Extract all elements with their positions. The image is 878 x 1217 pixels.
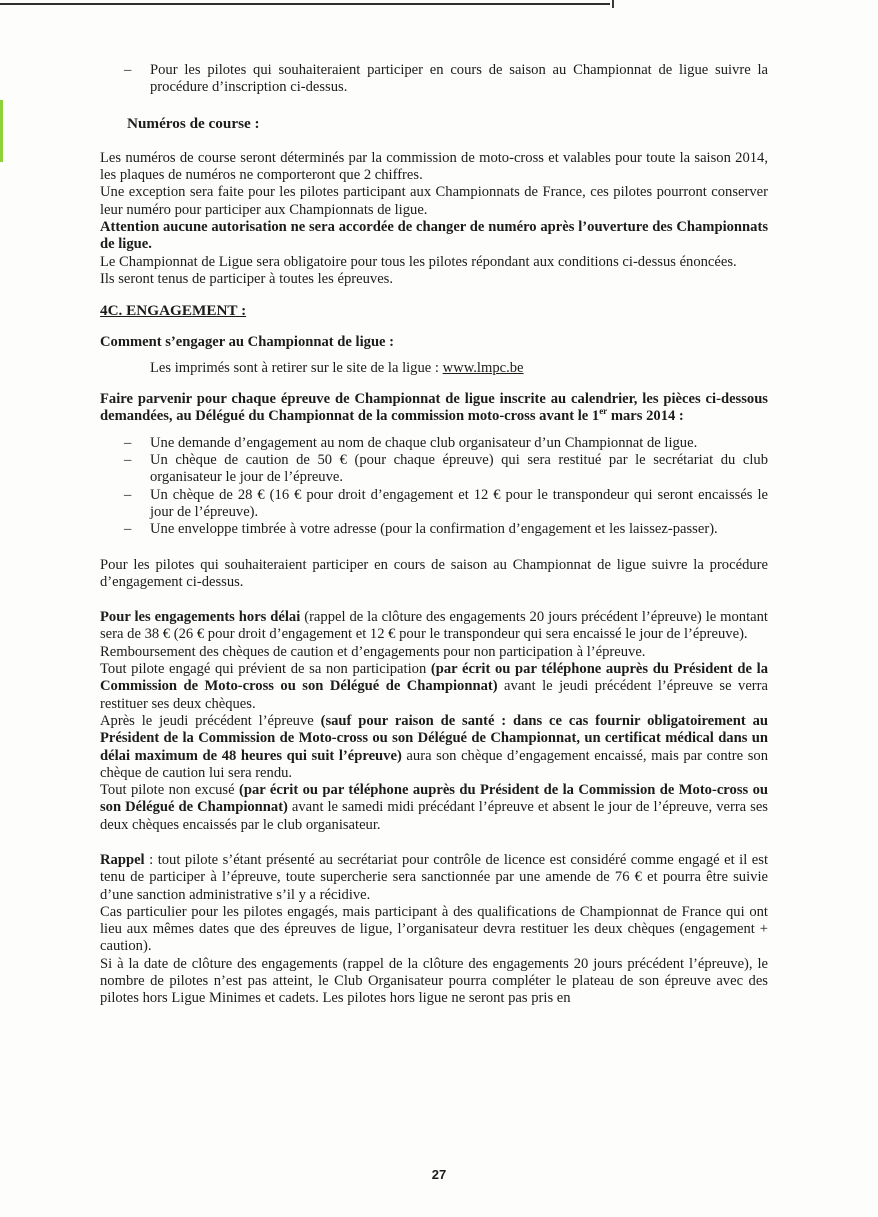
tout-pilote-text-c: avant le jeudi précédent l’épreuve se verra restituer ses deux chèques. [100,678,769,712]
hors-delai-text: (rappel de la clôture des engagements 20 jours précédent l’épreuve) le montant sera de 38 € (26 € pour droit d’engagement et 12 € pour le transpondeur qui sera encaissé le jour de l’épreuve). [100,609,768,643]
list-item: – Une enveloppe timbrée à votre adresse (pour la confirmation d’engagement et les laissez-passer). [100,521,768,538]
list-item: – Un chèque de 28 € (16 € pour droit d’engagement et 12 € pour le transpondeur qui seront encaissés le jour de l’épreuve). [100,487,768,522]
remboursement-paragraph: Remboursement des chèques de caution et d’engagements pour non participation à l’épreuve. [100,643,646,660]
apres-text-a: Après le jeudi précédent l’épreuve [100,712,321,729]
non-excuse-text-c: avant le samedi midi précédant l’épreuve et absent le jour de l’épreuve, verra ses deux chèques encaissés par le club organisateur. [100,799,768,833]
faire-parvenir-paragraph [100,391,768,426]
top-rule [0,3,610,5]
hors-delai-lead: Pour les engagements hors délai [100,609,301,626]
numeros-paragraph-5: Ils seront tenus de participer à toutes les épreuves. [100,270,393,287]
inscription-note-list [100,62,768,97]
list-item: – Un chèque de caution de 50 € (pour chaque épreuve) qui sera restitué par le secrétariat du club organisateur le jour de l’épreuve. [100,452,768,487]
non-excuse-text-a: Tout pilote non excusé [100,782,239,799]
numeros-warning: Attention aucune autorisation ne sera accordée de changer de numéro après l’ouverture des Championnats de ligue. [100,219,768,253]
numeros-paragraph-1: Les numéros de course seront déterminés par la commission de moto-cross et valables pour toute la saison 2014, les plaques de numéros ne comporteront que 2 chiffres. [100,149,768,184]
lmpc-link[interactable]: www.lmpc.be [442,359,524,376]
imprimes-text: Les imprimés sont à retirer sur le site de la ligue : [150,359,443,376]
list-item: – Une demande d’engagement au nom de chaque club organisateur d’un Championnat de ligue. [100,435,768,452]
hors-delai-paragraph [100,609,768,644]
tout-pilote-text-b: (par écrit ou par téléphone auprès du Président de la Commission de Moto-cross ou son Délégué de Championnat) [100,661,768,695]
tout-pilote-paragraph [100,661,768,713]
scan-margin-mark [0,100,3,162]
section-title-engagement: 4C. ENGAGEMENT : [100,302,247,320]
numeros-paragraph-2: Une exception sera faite pour les pilotes participant aux Championnats de France, ces pilotes pourront conserver leur numéro pour participer aux Championnats de ligue. [100,184,768,218]
ordinal-superscript: er [599,406,608,417]
top-rule-tick [612,0,614,8]
numeros-paragraph-4: Le Championnat de Ligue sera obligatoire pour tous les pilotes répondant aux conditions ci-dessus énoncées. [100,253,737,270]
apres-text-b: (sauf pour raison de santé : dans ce cas fournir obligatoirement au Président de la Commission de Moto-cross ou son Délégué de Championnat, un certificat médical dans un délai maximum de 48 heures qui suit l’épreuve) [100,712,768,764]
apres-text-c: aura son chèque d’engagement encaissé, mais par contre son chèque de caution lui sera rendu. [100,747,768,781]
rappel-paragraph [100,852,768,904]
non-excuse-paragraph [100,782,768,834]
rappel-text: : tout pilote s’étant présenté au secrétariat pour contrôle de licence est considéré comme engagé et il est tenu de participer à l’épreuve, toute supercherie sera sanctionnée par une amende de 76 € et pourra être suivie d’une sanction administrative s’il y a récidive. [100,851,768,903]
engagement-question: Comment s’engager au Championnat de ligue : [100,333,395,350]
non-excuse-text-b: (par écrit ou par téléphone auprès du Président de la Commission de Moto-cross ou son Délégué de Championnat) [100,782,768,816]
faire-parvenir-text: Faire parvenir pour chaque épreuve de Championnat de ligue inscrite au calendrier, les pièces ci-dessous demandées, au Délégué du Championnat de la commission moto-cross avant le 1 [100,391,768,425]
imprimes-line [100,360,768,377]
list-item: – Pour les pilotes qui souhaiteraient participer en cours de saison au Championnat de ligue suivre la procédure d’inscription ci-dessus. [100,62,768,97]
apres-jeudi-paragraph [100,713,768,782]
faire-parvenir-end: mars 2014 : [607,408,684,425]
cours-saison-paragraph: Pour les pilotes qui souhaiteraient participer en cours de saison au Championnat de ligue suivre la procédure d’engagement ci-dessus. [100,556,768,590]
page-number: 27 [431,1167,447,1182]
tout-pilote-text-a: Tout pilote engagé qui prévient de sa non participation [100,661,431,678]
cas-particulier-paragraph: Cas particulier pour les pilotes engagés, mais participant à des qualifications de Championnat de France qui ont lieu aux mêmes dates que des épreuves de ligue, l’organisateur devra restituer les deux chèques (engagement + caution). [100,903,768,955]
document-page [100,62,768,1008]
cloture-paragraph: Si à la date de clôture des engagements (rappel de la clôture des engagements 20 jours précédent l’épreuve), le nombre de pilotes n’est pas atteint, le Club Organisateur pourra compléter le plateau de son épreuve avec des pilotes hors Ligue Minimes et cadets. Les pilotes hors ligue ne seront pas pris en [100,955,768,1007]
required-documents-list [100,435,768,539]
numeros-heading: Numéros de course : [127,114,260,132]
rappel-lead: Rappel [100,851,145,868]
